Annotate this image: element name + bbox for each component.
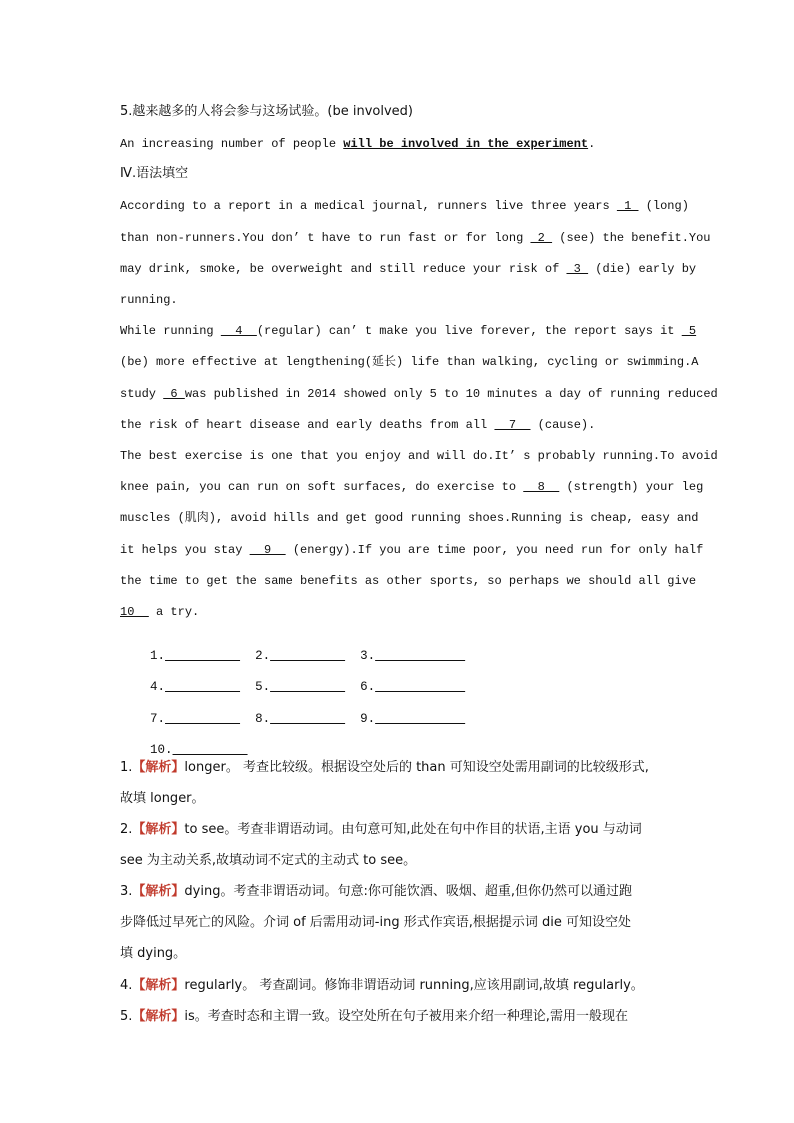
analysis-number: 2. [120,822,133,837]
blank-6: 6 [163,387,185,401]
answer-label: 8. [255,712,271,726]
analysis-2-line-1 [120,822,676,838]
passage-line-9: The best exercise is one that you enjoy and will do.It’ s probably running.To avoid [120,449,718,463]
passage-line-5 [120,323,697,339]
passage-line-11: muscles (肌肉), avoid hills and get good running shoes.Running is cheap, easy and [120,511,699,525]
answer-label: 4. [150,680,166,694]
answer-label: 2. [255,649,271,663]
analysis-1-line-1 [120,760,676,776]
blank-3: 3 [566,262,589,276]
section-title: Ⅳ.语法填空 [120,166,189,181]
text-span: (regular) can’ t make you live forever, the report says it [256,324,682,338]
answer-line [270,649,345,663]
blank-1: 1 [616,199,639,213]
blank-7: 7 [494,418,531,432]
text-span: a try. [148,605,200,619]
text-span: knee pain, you can run on soft surfaces, do exercise to [120,480,524,494]
passage-line-1 [120,198,689,214]
answer-line [165,712,240,726]
passage-line-7 [120,386,718,402]
answer-suffix: . [588,137,596,151]
passage-line-8 [120,417,676,433]
answer-bold: will be involved in the experiment [343,137,589,151]
answer-prefix: An increasing number of people [120,137,344,151]
answer-line [270,712,345,726]
text-span: may drink, smoke, be overweight and still reduce your risk of [120,262,567,276]
text-span: it helps you stay [120,543,250,557]
analysis-text: to see。考查非谓语动词。由句意可知,此处在句中作目的状语,主语 you 与动词 [184,822,642,837]
analysis-4-line-1 [120,978,676,994]
analysis-3-line-2: 步降低过早死亡的风险。介词 of 后需用动词-ing 形式作宾语,根据提示词 die 可知设空处 [120,915,631,930]
passage-line-10 [120,479,704,495]
analysis-text: regularly。 考查副词。修饰非谓语动词 running,应该用副词,故填 regularly。 [184,978,644,993]
text-span: study [120,387,164,401]
analysis-number: 5. [120,1009,133,1024]
analysis-tag: 【解析】 [132,884,185,899]
blank-2: 2 [530,231,553,245]
question-5-answer [120,136,676,152]
text-span: According to a report in a medical journal, runners live three years [120,199,617,213]
blank-8: 8 [523,480,560,494]
answer-label: 6. [360,680,376,694]
answer-line [375,680,465,694]
answer-line [173,743,248,757]
text-span: (see) the benefit.You [552,231,711,245]
analysis-tag: 【解析】 [132,822,185,837]
answer-line [165,649,240,663]
text-span: than non-runners.You don’ t have to run fast or for long [120,231,531,245]
answer-label: 1. [150,649,166,663]
answer-line [270,680,345,694]
question-5-prompt [120,104,676,120]
answer-label: 3. [360,649,376,663]
passage-line-2 [120,230,711,246]
analysis-text: longer。 考查比较级。根据设空处后的 than 可知设空处需用副词的比较级形式, [184,760,649,775]
passage-line-14 [120,604,676,620]
text-span: (energy).If you are time poor, you need run for only half [285,543,704,557]
passage-line-12 [120,542,704,558]
analysis-tag: 【解析】 [132,760,185,775]
analysis-number: 1. [120,760,133,775]
text-span: (cause). [530,418,596,432]
answer-label: 9. [360,712,376,726]
blank-10: 10 [120,605,149,619]
passage-line-6: (be) more effective at lengthening(延长) life than walking, cycling or swimming.A [120,355,699,369]
blank-5: 5 [681,324,697,338]
analysis-tag: 【解析】 [132,978,185,993]
analysis-2-line-2: see 为主动关系,故填动词不定式的主动式 to see。 [120,853,417,868]
passage-line-13: the time to get the same benefits as other sports, so perhaps we should all give [120,574,697,588]
analysis-text: is。考查时态和主谓一致。设空处所在句子被用来介绍一种理论,需用一般现在 [184,1009,628,1024]
text-span: (strength) your leg [559,480,704,494]
text-span: While running [120,324,221,338]
passage-line-4: running. [120,293,178,307]
answer-label: 10. [150,743,173,757]
analysis-1-line-2: 故填 longer。 [120,791,205,806]
answer-line [375,649,465,663]
passage-line-3 [120,261,697,277]
question-5-label: 5.越来越多的人将会参与这场试验。(be involved) [120,104,413,119]
answer-label: 7. [150,712,166,726]
answer-line [165,680,240,694]
blank-4: 4 [220,324,257,338]
text-span: (die) early by [588,262,697,276]
text-span: the risk of heart disease and early deaths from all [120,418,495,432]
blank-9: 9 [249,543,286,557]
analysis-3-line-3: 填 dying。 [120,946,187,961]
text-span: was published in 2014 showed only 5 to 10 minutes a day of running reduced [184,387,718,401]
analysis-tag: 【解析】 [132,1009,185,1024]
answer-line [375,712,465,726]
analysis-3-line-1 [120,884,676,900]
analysis-text: dying。考查非谓语动词。句意:你可能饮酒、吸烟、超重,但你仍然可以通过跑 [184,884,632,899]
analysis-number: 4. [120,978,133,993]
analysis-number: 3. [120,884,133,899]
answer-label: 5. [255,680,271,694]
text-span: (long) [638,199,689,213]
analysis-5-line-1 [120,1009,676,1025]
